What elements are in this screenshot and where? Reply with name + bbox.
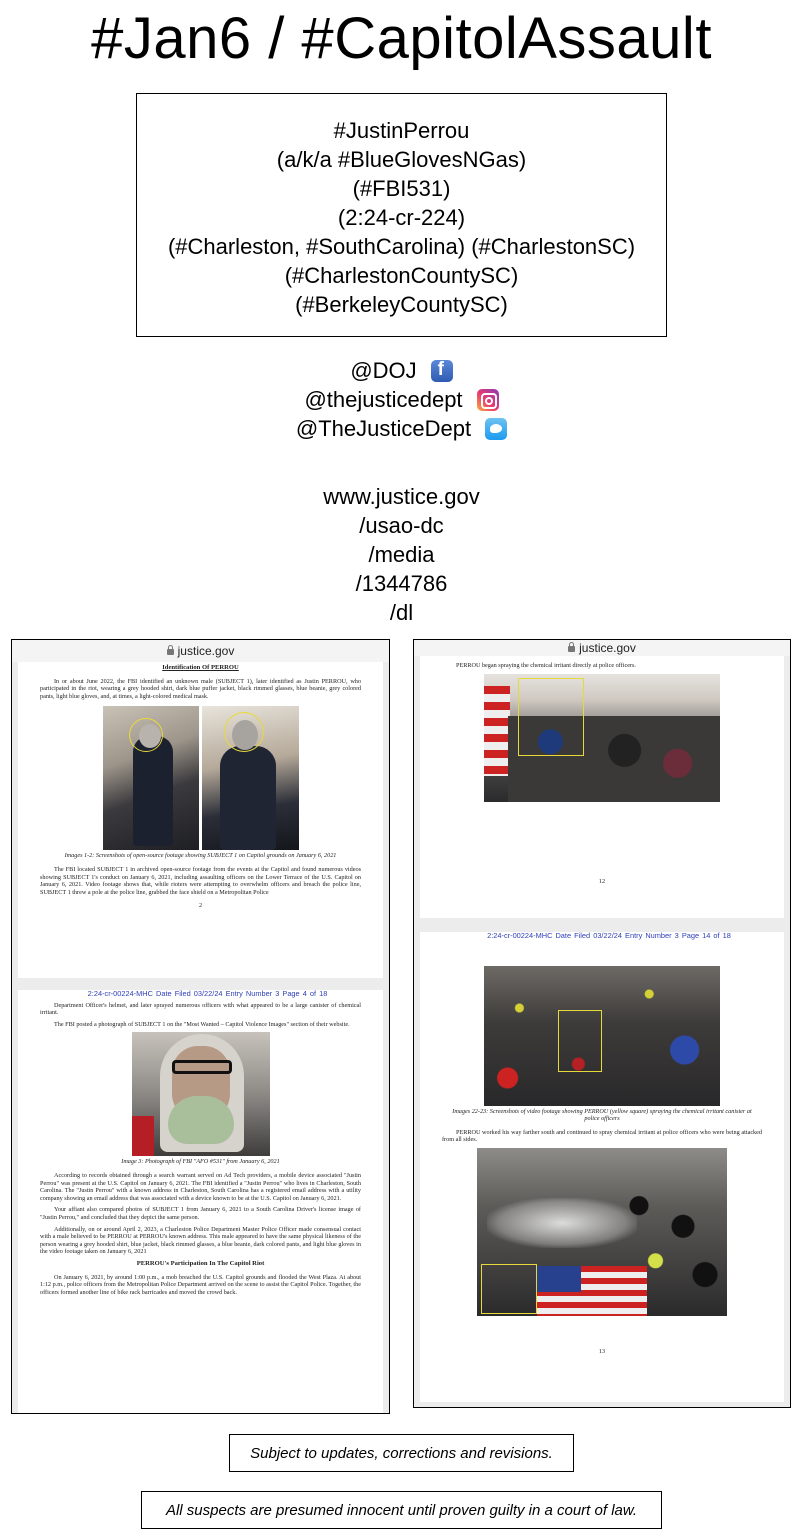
url-line: www.justice.gov [323,484,480,509]
image-caption: Image 3: Photograph of FBI "AFO #531" from January 6, 2021 [121,1158,280,1166]
red-flag [132,1116,154,1156]
social-row-instagram [0,385,803,414]
paragraph: Additionally, on or around April 2, 2023, a Charleston Police Department Master Police Officer made consensual contact with a male believed to be PERROU at PERROU's known address. This male appeared to have the same physical likeness of the person wearing a grey hooded shirt, blue jacket, black rimmed glasses, a blue beanie, dark colored pants, and light blue gloves in the video footage taken on January 6, 2021 [40,1225,361,1256]
section-heading: Identification Of PERROU [162,664,239,671]
page-title: #Jan6 / #CapitolAssault [91,6,712,71]
yellow-square-marker [558,1010,602,1072]
address-bar[interactable] [12,640,389,662]
disclaimer-box [141,1491,662,1529]
document-screenshot-right [413,639,791,1408]
social-handle[interactable]: @DOJ [350,357,417,383]
page-number: 12 [598,877,606,885]
social-handle[interactable]: @TheJusticeDept [295,415,472,441]
twitter-icon[interactable] [485,418,507,440]
rioter-photo [202,706,299,850]
facebook-icon[interactable] [431,360,453,382]
social-handle[interactable]: @thejusticedept [304,386,463,412]
hashtag-line: (#FBI531) [352,176,451,201]
paragraph: PERROU began spraying the chemical irritant directly at police officers. [456,662,636,669]
yellow-square-marker [518,678,584,756]
hashtag-line: (a/k/a #BlueGlovesNGas) [276,147,527,172]
subject-figure [220,746,276,850]
page-number: 2 [198,902,203,910]
filing-header: 2:24-cr-00224-MHC Date Filed 03/22/24 Entry Number 3 Page 14 of 18 [487,931,731,940]
document-page-12 [420,656,784,918]
document-page-2 [18,662,383,978]
paragraph: On January 6, 2021, by around 1:00 p.m., a mob breached the U.S. Capitol grounds and flooded the West Plaza. At about 1:12 p.m., police officers from the Metropolitan Police Department arrived on the scene to assist the Capitol Police. Together, the officers formed another line of bike rack barricades and moved the crowd back. [40,1273,361,1296]
filing-header: 2:24-cr-00224-MHC Date Filed 03/22/24 Entry Number 3 Page 4 of 18 [87,989,328,998]
social-row-twitter [0,414,803,443]
rioter-photo-pair [103,706,299,850]
document-page-14 [420,932,784,1402]
social-row-facebook [0,356,803,385]
chemical-spray-cloud [487,1198,637,1248]
paragraph: The FBI located SUBJECT 1 in archived open-source footage from the events at the Capitol and found numerous videos showing SUBJECT 1's conduct on January 6, 2021, including assaulting officers on the Lower Terrace of the U.S. Capitol on January 6, 2021. Video footage shows that, while rioters were attempting to overwhelm officers and breach the police line, SUBJECT 1 threw a pole at the police line, grabbed the face shield on a Metropolitan Police [40,865,361,896]
hashtag-box [136,93,667,337]
hashtag-line: (2:24-cr-224) [337,205,466,230]
glasses [172,1060,232,1074]
paragraph: Your affiant also compared photos of SUBJECT 1 from January 6, 2021 to a South Carolina Driver's license image of "Justin Perrou," and concluded that they depict the same person. [40,1206,361,1221]
rioter-photo [103,706,200,850]
disclaimer-text: Subject to updates, corrections and revisions. [250,1444,553,1462]
source-url [0,482,803,627]
url-line: /1344786 [355,571,448,596]
document-screenshot-left [11,639,390,1414]
paragraph: Department Officer's helmet, and later sprayed numerous officers with what appeared to be a large canister of chemical irritant. [40,1001,361,1017]
paragraph: According to records obtained through a search warrant served on Ad Tech providers, a mobile device associated "Justin Perrou" was present at the U.S. Capitol on January 6, 2021. The FBI identified a "Justin Perrou" who lives in Charleston, South Carolina. The "Justin Perrou" with a known address in Charleston, South Carolina has a registered email address with a utility company showing an email address that was associated with a device known to be at the U.S. Capitol on January 6, 2021. [40,1171,361,1202]
lock-icon [167,649,174,655]
hashtag-line: (#CharlestonCountySC) [284,263,519,288]
page-number: 13 [598,1347,606,1355]
yellow-circle-marker [129,718,163,752]
address-bar[interactable] [414,640,790,656]
address-text: justice.gov [579,641,636,655]
flag [484,686,510,776]
riot-photo [484,966,720,1106]
document-page-4 [18,990,383,1414]
hashtag-line: (#BerkeleyCountySC) [295,292,508,317]
paragraph: The FBI posted a photograph of SUBJECT 1 on the "Most Wanted – Capitol Violence Images" section of their website. [54,1020,350,1028]
paragraph: In or about June 2022, the FBI identified an unknown male (SUBJECT 1), later identified as Justin PERROU, who participated in the riot, wearing a grey hooded shirt, dark blue puffer jacket, black rimmed glasses, blue beanie, grey colored pants, light blue gloves, and, at times, a light-colored medical mask. [40,677,361,700]
riot-photo [477,1148,727,1316]
fbi-wanted-photo [132,1032,270,1156]
url-line: /usao-dc [359,513,444,538]
disclaimer-box [229,1434,574,1472]
url-line: /media [368,542,435,567]
yellow-square-marker [481,1264,537,1314]
paragraph: PERROU worked his way farther south and continued to spray chemical irritant at police officers who were being attacked from all sides. [442,1128,762,1144]
section-heading: PERROU's Participation In The Capitol Riot [136,1259,265,1267]
medical-mask [168,1096,234,1144]
hashtag-line: #JustinPerrou [333,118,470,143]
instagram-icon[interactable] [477,389,499,411]
subject-figure [133,736,173,846]
hashtag-line: (#Charleston, #SouthCarolina) (#CharlestonSC) [167,234,636,259]
image-caption: Images 1-2: Screenshots of open-source footage showing SUBJECT 1 on Capitol grounds on January 6, 2021 [64,852,337,860]
image-caption: Images 22-23: Screenshots of video footage showing PERROU (yellow square) spraying the chemical irritant canister at police officers [452,1107,752,1123]
address-text: justice.gov [177,644,235,658]
social-handles [0,356,803,443]
crowd [484,966,720,1106]
riot-photo [484,674,720,802]
flag-canton [537,1266,581,1292]
url-line: /dl [389,600,414,625]
disclaimer-text: All suspects are presumed innocent until proven guilty in a court of law. [165,1501,638,1519]
lock-icon [568,646,575,652]
